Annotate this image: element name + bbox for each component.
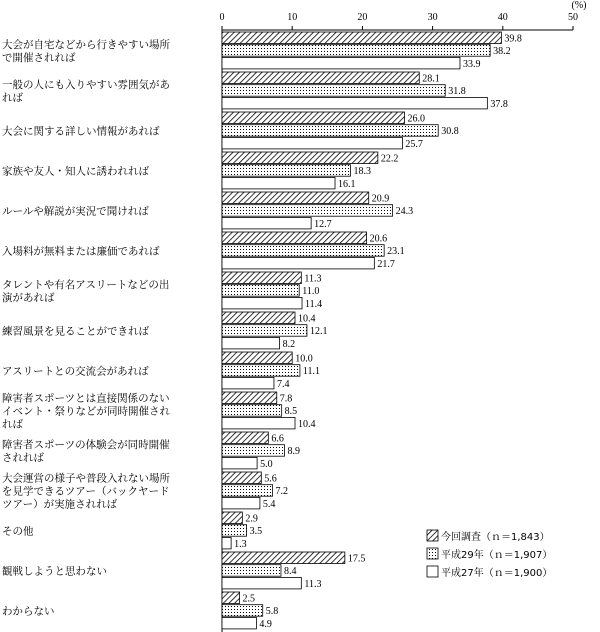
category-label-11 <box>2 471 170 510</box>
value-label: 11.4 <box>305 298 323 310</box>
value-label: 10.0 <box>295 353 313 365</box>
value-label: 37.8 <box>490 98 508 110</box>
value-label: 18.3 <box>353 166 371 178</box>
bar-series1-4 <box>222 205 393 217</box>
value-label: 39.8 <box>504 33 522 45</box>
category-label-line: 大会に関する詳しい情報があれば <box>2 125 160 138</box>
bar-series2-8 <box>222 377 274 389</box>
bar-series0-10 <box>222 432 268 444</box>
unit-label: (%) <box>571 0 587 11</box>
legend-swatch-0 <box>427 530 438 541</box>
bar-series2-1 <box>222 97 487 109</box>
bar-series2-0 <box>222 57 460 69</box>
category-label-4 <box>2 204 149 217</box>
x-tick-label: 0 <box>219 12 225 23</box>
bar-series0-1 <box>222 72 419 84</box>
bar-series1-8 <box>222 365 300 377</box>
category-label-line: 演があれば <box>2 291 55 304</box>
bar-series1-1 <box>222 85 445 97</box>
value-label: 5.0 <box>260 458 273 470</box>
category-label-line: わからない <box>2 605 55 618</box>
category-label-0 <box>2 38 170 64</box>
bar-series1-3 <box>222 165 350 177</box>
bar-series1-6 <box>222 285 299 297</box>
bar-series0-13 <box>222 552 345 564</box>
category-label-2 <box>2 124 160 137</box>
bar-series0-9 <box>222 392 277 404</box>
value-label: 16.1 <box>338 178 356 190</box>
bar-series1-13 <box>222 565 281 577</box>
category-label-7 <box>2 324 149 337</box>
bar-series2-5 <box>222 257 374 269</box>
bar-series2-12 <box>222 537 231 549</box>
category-label-line: ツアー）が実施されれば <box>2 498 118 511</box>
bar-series2-11 <box>222 497 260 509</box>
x-tick-label: 30 <box>427 12 438 23</box>
bar-series0-8 <box>222 352 292 364</box>
category-label-line: 家族や友人・知人に誘われれば <box>2 165 149 178</box>
value-label: 8.4 <box>283 566 297 578</box>
value-label: 26.0 <box>407 113 426 125</box>
category-label-line: 観戦しようと思わない <box>2 565 107 578</box>
bar-series2-14 <box>222 617 256 629</box>
value-label: 7.8 <box>279 393 293 405</box>
bar-series1-14 <box>222 605 263 617</box>
value-label: 17.5 <box>347 553 366 565</box>
category-label-line: で開催されれば <box>2 51 76 64</box>
bar-series0-4 <box>222 192 369 204</box>
category-label-line: を見学できるツアー（バックヤード <box>2 485 170 498</box>
legend-label: 今回調査（ｎ＝1,843） <box>441 532 550 543</box>
value-label: 11.3 <box>304 578 322 590</box>
bar-series0-6 <box>222 272 301 284</box>
value-label: 3.5 <box>249 526 263 538</box>
category-label-line: 障害者スポーツとは直接関係のない <box>2 392 170 405</box>
bar-series1-5 <box>222 245 384 257</box>
bar-series0-11 <box>222 472 261 484</box>
value-label: 2.9 <box>245 513 258 525</box>
value-label: 8.5 <box>284 406 298 418</box>
bar-series2-9 <box>222 417 295 429</box>
x-tick-label: 10 <box>287 12 298 23</box>
x-tick-label: 40 <box>497 12 508 23</box>
value-label: 21.7 <box>377 258 395 270</box>
bar-series2-7 <box>222 337 280 349</box>
value-label: 23.1 <box>387 246 405 258</box>
value-label: 12.1 <box>309 326 328 338</box>
value-label: 1.3 <box>234 538 247 550</box>
category-label-line: 大会運営の様子や普段入れない場所 <box>2 472 170 485</box>
bar-series0-0 <box>222 32 501 44</box>
category-label-3 <box>2 164 149 177</box>
bar-series2-13 <box>222 577 301 589</box>
bar-series2-4 <box>222 217 311 229</box>
value-label: 31.8 <box>448 86 466 98</box>
value-label: 7.2 <box>275 486 289 498</box>
value-label: 12.7 <box>314 218 332 230</box>
value-label: 11.3 <box>304 273 322 285</box>
value-label: 20.9 <box>371 193 390 205</box>
category-label-line: 入場料が無料または廉価であれば <box>2 245 160 258</box>
value-label: 5.4 <box>262 498 276 510</box>
value-label: 2.5 <box>242 593 256 605</box>
bar-series1-9 <box>222 405 282 417</box>
category-label-line: 障害者スポーツの体験会が同時開催 <box>2 438 170 451</box>
category-label-12 <box>2 524 34 537</box>
category-label-8 <box>2 364 149 377</box>
value-label: 4.9 <box>259 618 272 630</box>
bar-series0-14 <box>222 592 240 604</box>
category-label-10 <box>2 438 170 464</box>
category-label-line: れば <box>2 91 23 104</box>
legend-swatch-1 <box>427 548 438 559</box>
category-label-line: アスリートとの交流会があれば <box>2 365 149 378</box>
category-label-line: イベント・祭りなどが同時開催され <box>2 405 170 418</box>
value-label: 7.4 <box>276 378 290 390</box>
value-label: 20.6 <box>369 233 388 245</box>
bar-series1-12 <box>222 525 247 537</box>
value-label: 8.2 <box>282 338 296 350</box>
x-tick-label: 50 <box>568 12 578 23</box>
bar-series2-2 <box>222 137 402 149</box>
category-label-line: 練習風景を見ることができれば <box>2 325 149 338</box>
value-label: 10.4 <box>298 418 316 430</box>
bar-series1-2 <box>222 125 438 137</box>
value-label: 28.1 <box>422 73 440 85</box>
category-label-13 <box>2 564 107 577</box>
bar-series0-2 <box>222 112 405 124</box>
value-label: 8.9 <box>287 446 300 458</box>
category-label-5 <box>2 244 160 257</box>
x-tick-label: 20 <box>357 12 368 23</box>
bar-series1-11 <box>222 485 273 497</box>
value-label: 10.4 <box>298 313 316 325</box>
category-label-line: 一般の人にも入りやすい雰囲気があ <box>2 78 170 91</box>
bar-series2-6 <box>222 297 302 309</box>
bar-series1-0 <box>222 45 490 57</box>
bar-series0-12 <box>222 512 242 524</box>
category-label-line: その他 <box>2 525 34 538</box>
category-label-14 <box>2 605 55 617</box>
value-label: 22.2 <box>380 153 399 165</box>
category-label-line: ルールや解説が実況で聞ければ <box>2 205 149 218</box>
category-label-9 <box>2 391 170 430</box>
value-label: 5.8 <box>265 606 279 618</box>
legend-label: 平成29年（ｎ＝1,907） <box>441 550 553 561</box>
value-label: 33.9 <box>462 58 481 70</box>
bar-series2-3 <box>222 177 335 189</box>
value-label: 24.3 <box>395 206 414 218</box>
value-label: 6.6 <box>271 433 284 445</box>
bar-series0-7 <box>222 312 295 324</box>
legend-label: 平成27年（ｎ＝1,900） <box>441 568 553 579</box>
value-label: 11.1 <box>302 366 321 378</box>
bar-series1-7 <box>222 325 307 337</box>
legend-swatch-2 <box>427 566 438 577</box>
category-label-6 <box>2 278 169 304</box>
category-label-1 <box>2 78 170 104</box>
value-label: 11.0 <box>302 286 320 298</box>
category-label-line: 大会が自宅などから行きやすい場所 <box>2 38 170 51</box>
category-label-line: れば <box>2 418 23 431</box>
value-label: 5.6 <box>264 473 277 485</box>
bar-series2-10 <box>222 457 257 469</box>
category-label-line: タレントや有名アスリートなどの出 <box>2 278 170 291</box>
value-label: 30.8 <box>441 126 459 138</box>
value-label: 38.2 <box>493 46 511 58</box>
bar-series0-3 <box>222 152 378 164</box>
value-label: 25.7 <box>405 138 423 150</box>
category-label-line: されれば <box>2 451 44 464</box>
bar-series0-5 <box>222 232 367 244</box>
bar-series1-10 <box>222 445 284 457</box>
